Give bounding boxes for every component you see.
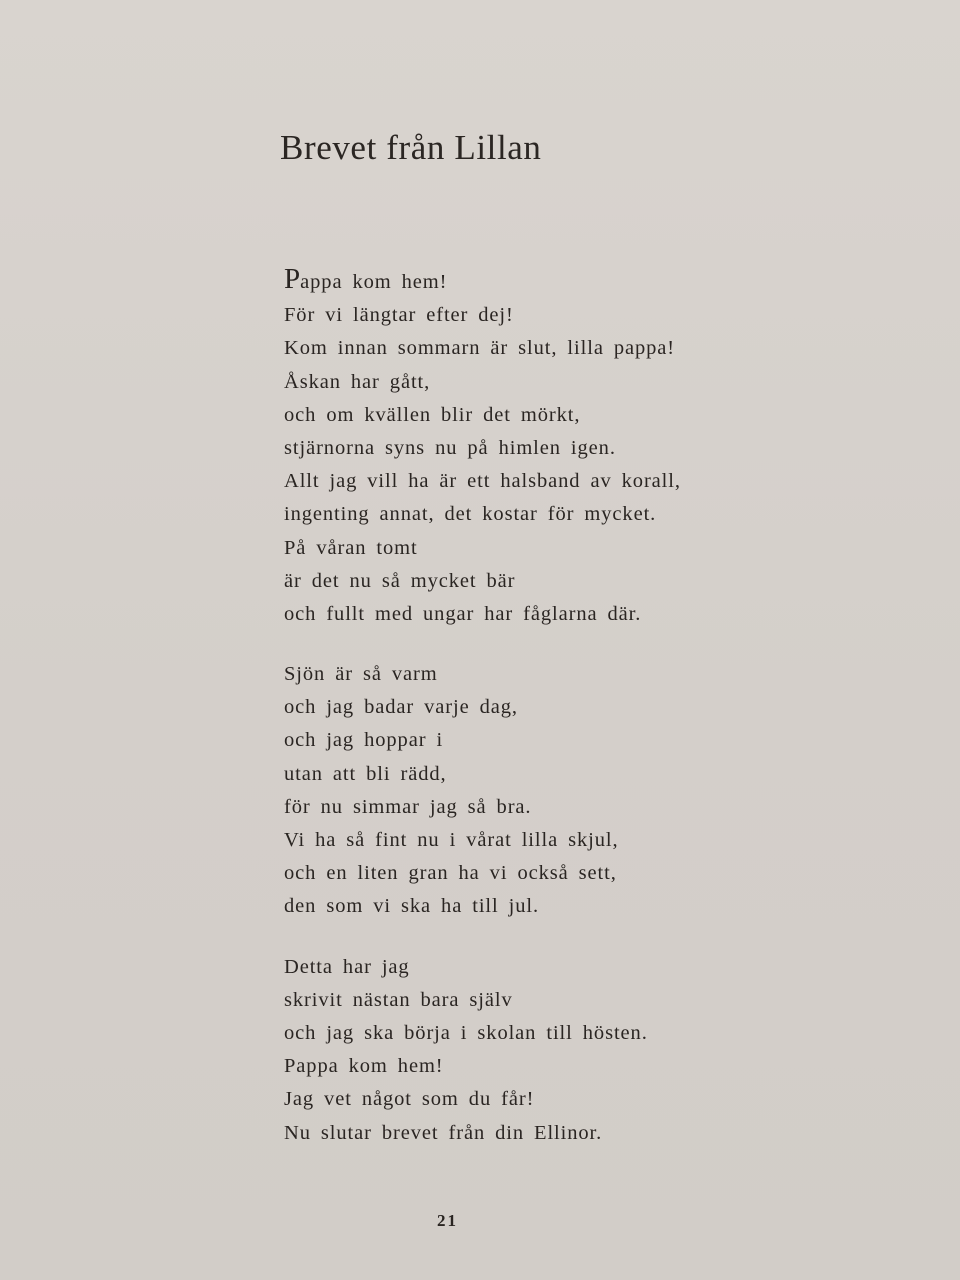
poem-line: för nu simmar jag så bra.: [284, 795, 532, 818]
stanza: [284, 263, 764, 631]
poem-line: och jag badar varje dag,: [284, 696, 518, 719]
drop-cap-letter: P: [284, 263, 301, 295]
poem-line: På våran tomt: [284, 536, 418, 559]
poem-line: Kom innan sommarn är slut, lilla pappa!: [284, 337, 676, 360]
poem-title: Brevet från Lillan: [280, 128, 542, 167]
stanza: [284, 658, 764, 924]
poem-line: stjärnorna syns nu på himlen igen.: [284, 436, 616, 459]
poem-line: Vi ha så fint nu i vårat lilla skjul,: [284, 829, 619, 851]
poem-line: Jag vet något som du får!: [284, 1088, 535, 1111]
poem-line: För vi längtar efter dej!: [284, 304, 514, 327]
poem-line: är det nu så mycket bär: [284, 569, 516, 592]
poem-line: utan att bli rädd,: [284, 762, 447, 785]
poem-line: Pappa kom hem!: [284, 1055, 444, 1078]
poem-line: Åskan har gått,: [284, 370, 431, 393]
poem-line: Pappa kom hem!: [284, 263, 448, 295]
poem-line: Nu slutar brevet från din Ellinor.: [284, 1121, 603, 1144]
stanza: [284, 951, 764, 1150]
poem-body: [284, 263, 764, 1150]
poem-line: och fullt med ungar har fåglarna där.: [284, 602, 642, 625]
poem-line: Allt jag vill ha är ett halsband av korall,: [284, 470, 681, 493]
poem-line: den som vi ska ha till jul.: [284, 895, 539, 918]
poem-line: skrivit nästan bara själv: [284, 988, 513, 1011]
poem-line: och jag ska börja i skolan till hösten.: [284, 1021, 648, 1044]
page-number: 21: [437, 1211, 458, 1230]
poem-line: och en liten gran ha vi också sett,: [284, 862, 617, 885]
poem-line: Detta har jag: [284, 955, 410, 978]
poem-line: ingenting annat, det kostar för mycket.: [284, 503, 657, 526]
poem-line: och om kvällen blir det mörkt,: [284, 403, 581, 426]
poem-line: och jag hoppar i: [284, 729, 444, 752]
poem-line: Sjön är så varm: [284, 663, 438, 686]
